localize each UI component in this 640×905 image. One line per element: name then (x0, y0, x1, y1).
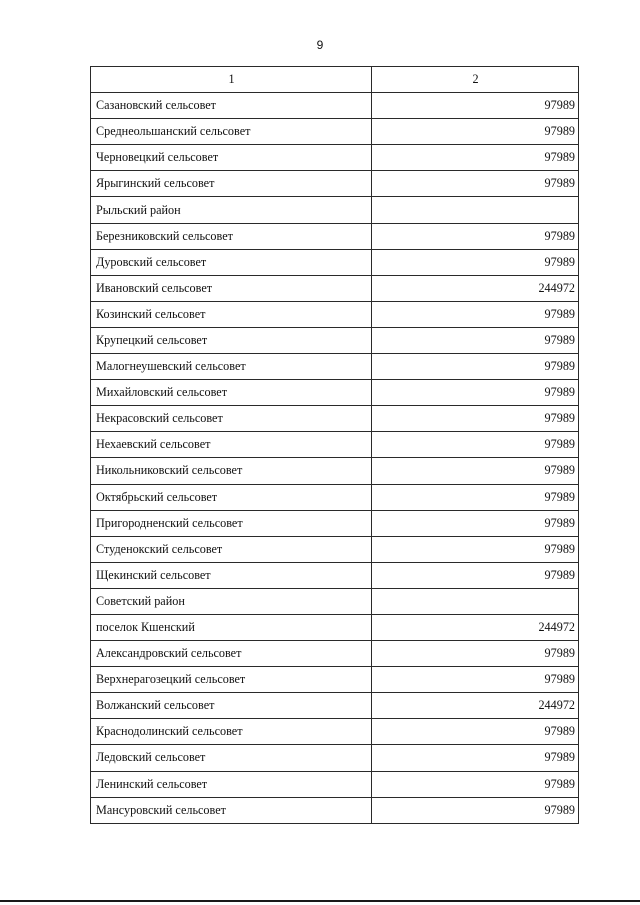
row-value-cell: 97989 (372, 432, 579, 458)
row-value-cell: 244972 (372, 693, 579, 719)
row-value-cell: 97989 (372, 249, 579, 275)
table-row (91, 145, 579, 171)
table-row (91, 432, 579, 458)
row-value-cell: 97989 (372, 641, 579, 667)
column-header-1: 1 (91, 67, 372, 93)
row-name-cell: Советский район (91, 588, 372, 614)
table-body (91, 93, 579, 824)
table-row (91, 641, 579, 667)
row-name-cell: Волжанский сельсовет (91, 693, 372, 719)
row-value-cell: 97989 (372, 536, 579, 562)
row-name-cell: Пригородненский сельсовет (91, 510, 372, 536)
row-value-cell: 244972 (372, 614, 579, 640)
row-value-cell: 97989 (372, 667, 579, 693)
row-value-cell (372, 197, 579, 223)
row-value-cell: 97989 (372, 406, 579, 432)
row-name-cell: Нехаевский сельсовет (91, 432, 372, 458)
table-row (91, 171, 579, 197)
row-name-cell: Дуровский сельсовет (91, 249, 372, 275)
row-value-cell: 97989 (372, 484, 579, 510)
table-row (91, 510, 579, 536)
row-value-cell: 244972 (372, 275, 579, 301)
table-row (91, 406, 579, 432)
header-row (91, 67, 579, 93)
row-value-cell: 97989 (372, 301, 579, 327)
row-name-cell: Ленинский сельсовет (91, 771, 372, 797)
table-row (91, 119, 579, 145)
row-name-cell: Краснодолинский сельсовет (91, 719, 372, 745)
table-row (91, 93, 579, 119)
page-bottom-edge (0, 900, 640, 902)
row-name-cell: Михайловский сельсовет (91, 380, 372, 406)
table-row (91, 327, 579, 353)
column-header-2: 2 (372, 67, 579, 93)
row-name-cell: Октябрьский сельсовет (91, 484, 372, 510)
row-value-cell: 97989 (372, 719, 579, 745)
row-value-cell: 97989 (372, 145, 579, 171)
row-name-cell: Александровский сельсовет (91, 641, 372, 667)
row-name-cell: Крупецкий сельсовет (91, 327, 372, 353)
row-value-cell: 97989 (372, 119, 579, 145)
row-name-cell: Сазановский сельсовет (91, 93, 372, 119)
table-row (91, 719, 579, 745)
row-name-cell: Щекинский сельсовет (91, 562, 372, 588)
table-row (91, 588, 579, 614)
table-row (91, 536, 579, 562)
row-name-cell: Среднеольшанский сельсовет (91, 119, 372, 145)
row-value-cell: 97989 (372, 171, 579, 197)
table-row (91, 614, 579, 640)
row-name-cell: Никольниковский сельсовет (91, 458, 372, 484)
row-value-cell: 97989 (372, 562, 579, 588)
table-header (91, 67, 579, 93)
table-row (91, 197, 579, 223)
table-row (91, 745, 579, 771)
row-name-cell: Рыльский район (91, 197, 372, 223)
row-value-cell: 97989 (372, 223, 579, 249)
table-row (91, 458, 579, 484)
row-name-cell: поселок Кшенский (91, 614, 372, 640)
row-value-cell: 97989 (372, 510, 579, 536)
row-name-cell: Козинский сельсовет (91, 301, 372, 327)
row-name-cell: Березниковский сельсовет (91, 223, 372, 249)
row-name-cell: Студенокский сельсовет (91, 536, 372, 562)
table-row (91, 693, 579, 719)
table-row (91, 667, 579, 693)
table-row (91, 301, 579, 327)
row-value-cell: 97989 (372, 354, 579, 380)
table-row (91, 275, 579, 301)
row-value-cell: 97989 (372, 327, 579, 353)
page-number: 9 (316, 38, 324, 52)
row-value-cell: 97989 (372, 771, 579, 797)
row-value-cell (372, 588, 579, 614)
table-row (91, 223, 579, 249)
table-row (91, 354, 579, 380)
row-name-cell: Ивановский сельсовет (91, 275, 372, 301)
row-value-cell: 97989 (372, 458, 579, 484)
row-name-cell: Некрасовский сельсовет (91, 406, 372, 432)
table-row (91, 249, 579, 275)
allocation-table (90, 66, 579, 824)
row-value-cell: 97989 (372, 797, 579, 823)
row-name-cell: Ледовский сельсовет (91, 745, 372, 771)
row-name-cell: Мансуровский сельсовет (91, 797, 372, 823)
table-row (91, 380, 579, 406)
table-row (91, 771, 579, 797)
row-value-cell: 97989 (372, 745, 579, 771)
row-name-cell: Верхнерагозецкий сельсовет (91, 667, 372, 693)
row-name-cell: Черновецкий сельсовет (91, 145, 372, 171)
table-row (91, 484, 579, 510)
table-row (91, 562, 579, 588)
row-name-cell: Малогнеушевский сельсовет (91, 354, 372, 380)
row-value-cell: 97989 (372, 380, 579, 406)
row-name-cell: Ярыгинский сельсовет (91, 171, 372, 197)
table-row (91, 797, 579, 823)
row-value-cell: 97989 (372, 93, 579, 119)
